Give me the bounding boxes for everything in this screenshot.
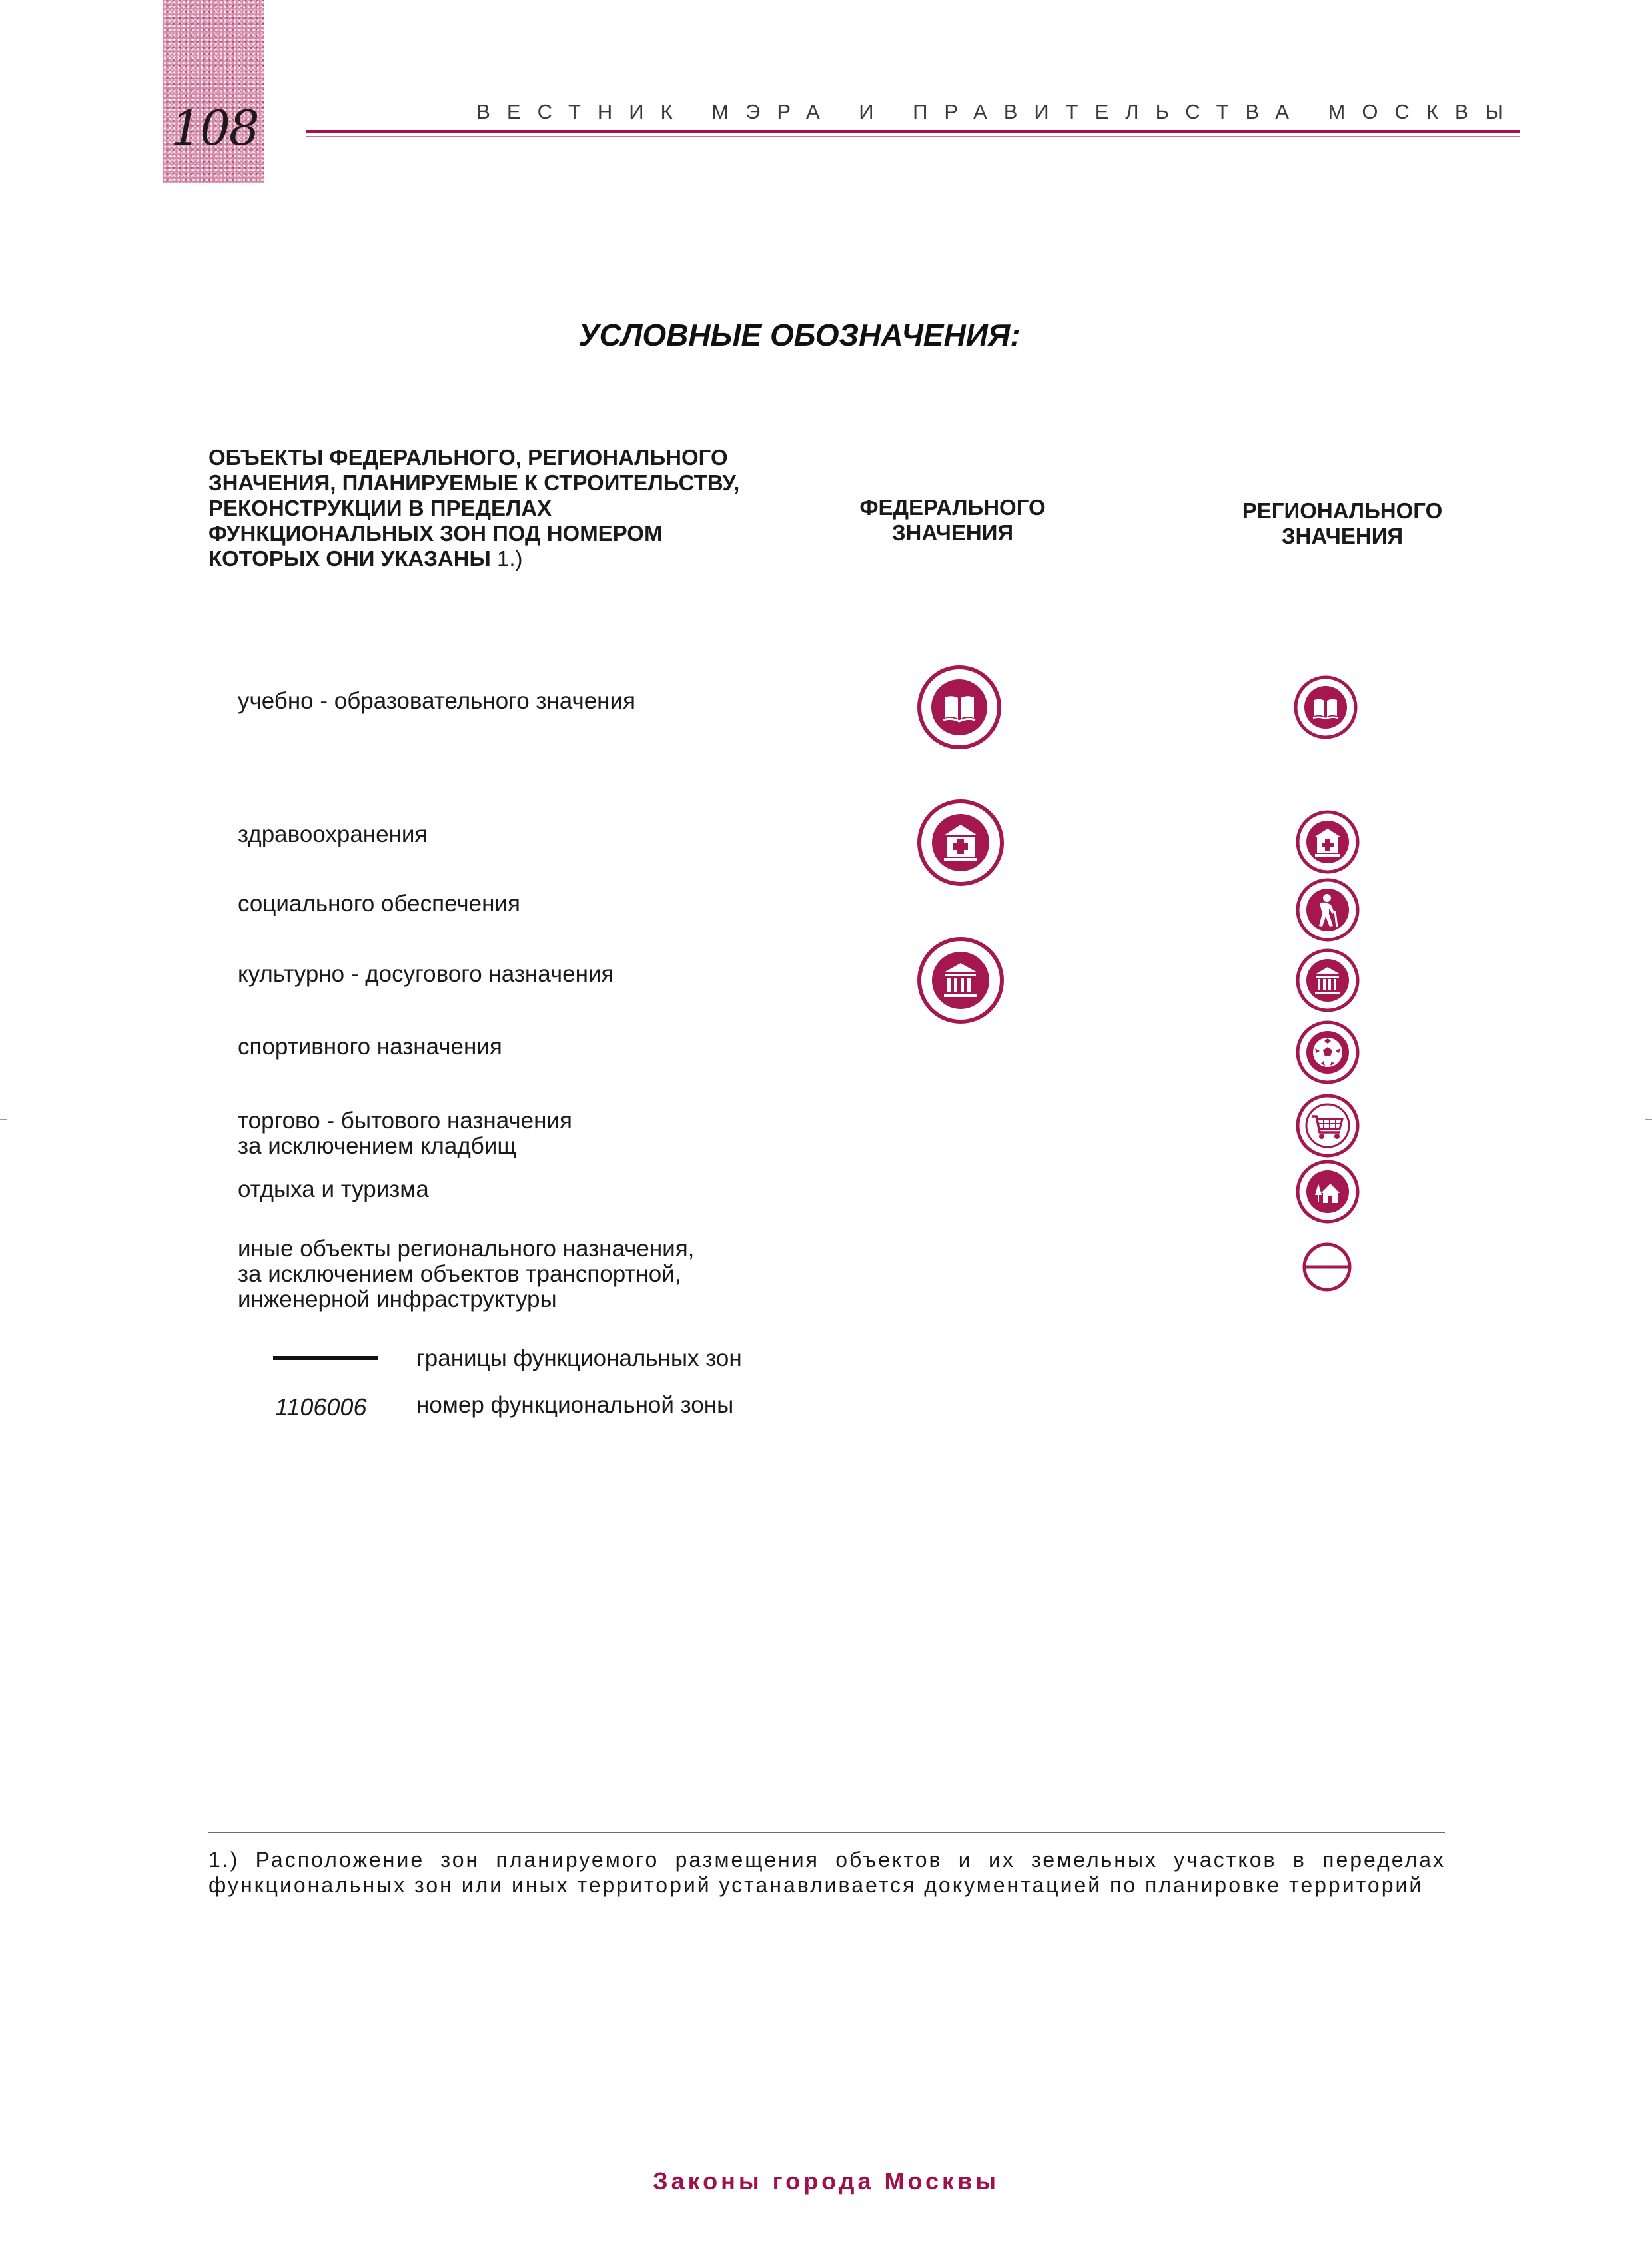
footer-title: Законы города Москвы [653,2167,999,2195]
row-label-sport: спортивного назначения [238,1034,502,1060]
page-number: 108 [171,100,258,156]
federal-culture-icon [916,936,1005,1025]
regional-other-icon [1300,1240,1354,1294]
regional-social-security-icon [1294,877,1361,943]
zone-number-sample: 1106006 [275,1393,367,1421]
legend-title: УСЛОВНЫЕ ОБОЗНАЧЕНИЯ: [578,318,1021,352]
regional-education-icon [1292,674,1359,741]
header-rule-thin [306,136,1520,137]
crop-mark-left [0,1119,7,1120]
objects-heading-footnote-ref: 1.) [497,546,523,571]
federal-healthcare-icon [916,798,1005,887]
row-label-recreation: отдыха и туризма [238,1176,429,1202]
footnote-text: 1.) Расположение зон планируемого размещения объектов и их земельных участков в переделах функциональных зон или иных территорий устанавливается документацией по планировке территорий [208,1848,1446,1897]
boundary-line-sample [273,1356,378,1360]
zone-number-label: номер функциональной зоны [416,1392,734,1418]
boundary-label: границы функциональных зон [416,1345,742,1371]
crop-mark-right [1645,1119,1652,1120]
regional-recreation-icon [1294,1158,1361,1225]
regional-culture-icon [1294,947,1361,1014]
row-label-education: учебно - образовательного значения [238,688,635,714]
row-label-social-security: социального обеспечения [238,891,520,917]
objects-heading [208,445,795,571]
row-label-trade: торгово - бытового назначения за исключением кладбищ [238,1108,572,1159]
regional-column-heading: РЕГИОНАЛЬНОГО ЗНАЧЕНИЯ [1242,498,1443,548]
row-label-other-regional: иные объекты регионального назначения, за исключением объектов транспортной, инженерной инфраструктуры [238,1236,695,1312]
federal-column-heading: ФЕДЕРАЛЬНОГО ЗНАЧЕНИЯ [859,495,1046,545]
regional-sport-icon [1294,1019,1361,1086]
row-label-healthcare: здравоохранения [238,821,428,847]
regional-trade-icon [1294,1092,1361,1159]
journal-title: ВЕСТНИК МЭРА И ПРАВИТЕЛЬСТВА МОСКВЫ [476,100,1520,123]
federal-education-icon [916,664,1003,751]
footnote-rule [208,1832,1446,1833]
regional-healthcare-icon [1294,809,1361,875]
row-label-culture: культурно - досугового назначения [238,961,614,987]
header-rule [306,130,1520,133]
objects-heading-text: ОБЪЕКТЫ ФЕДЕРАЛЬНОГО, РЕГИОНАЛЬНОГО ЗНАЧЕНИЯ, ПЛАНИРУЕМЫЕ К СТРОИТЕЛЬСТВУ, РЕКОНСТРУКЦИИ В ПРЕДЕЛАХ ФУНКЦИОНАЛЬНЫХ ЗОН ПОД НОМЕРОМ КОТОРЫХ ОНИ УКАЗАНЫ [208,445,740,571]
